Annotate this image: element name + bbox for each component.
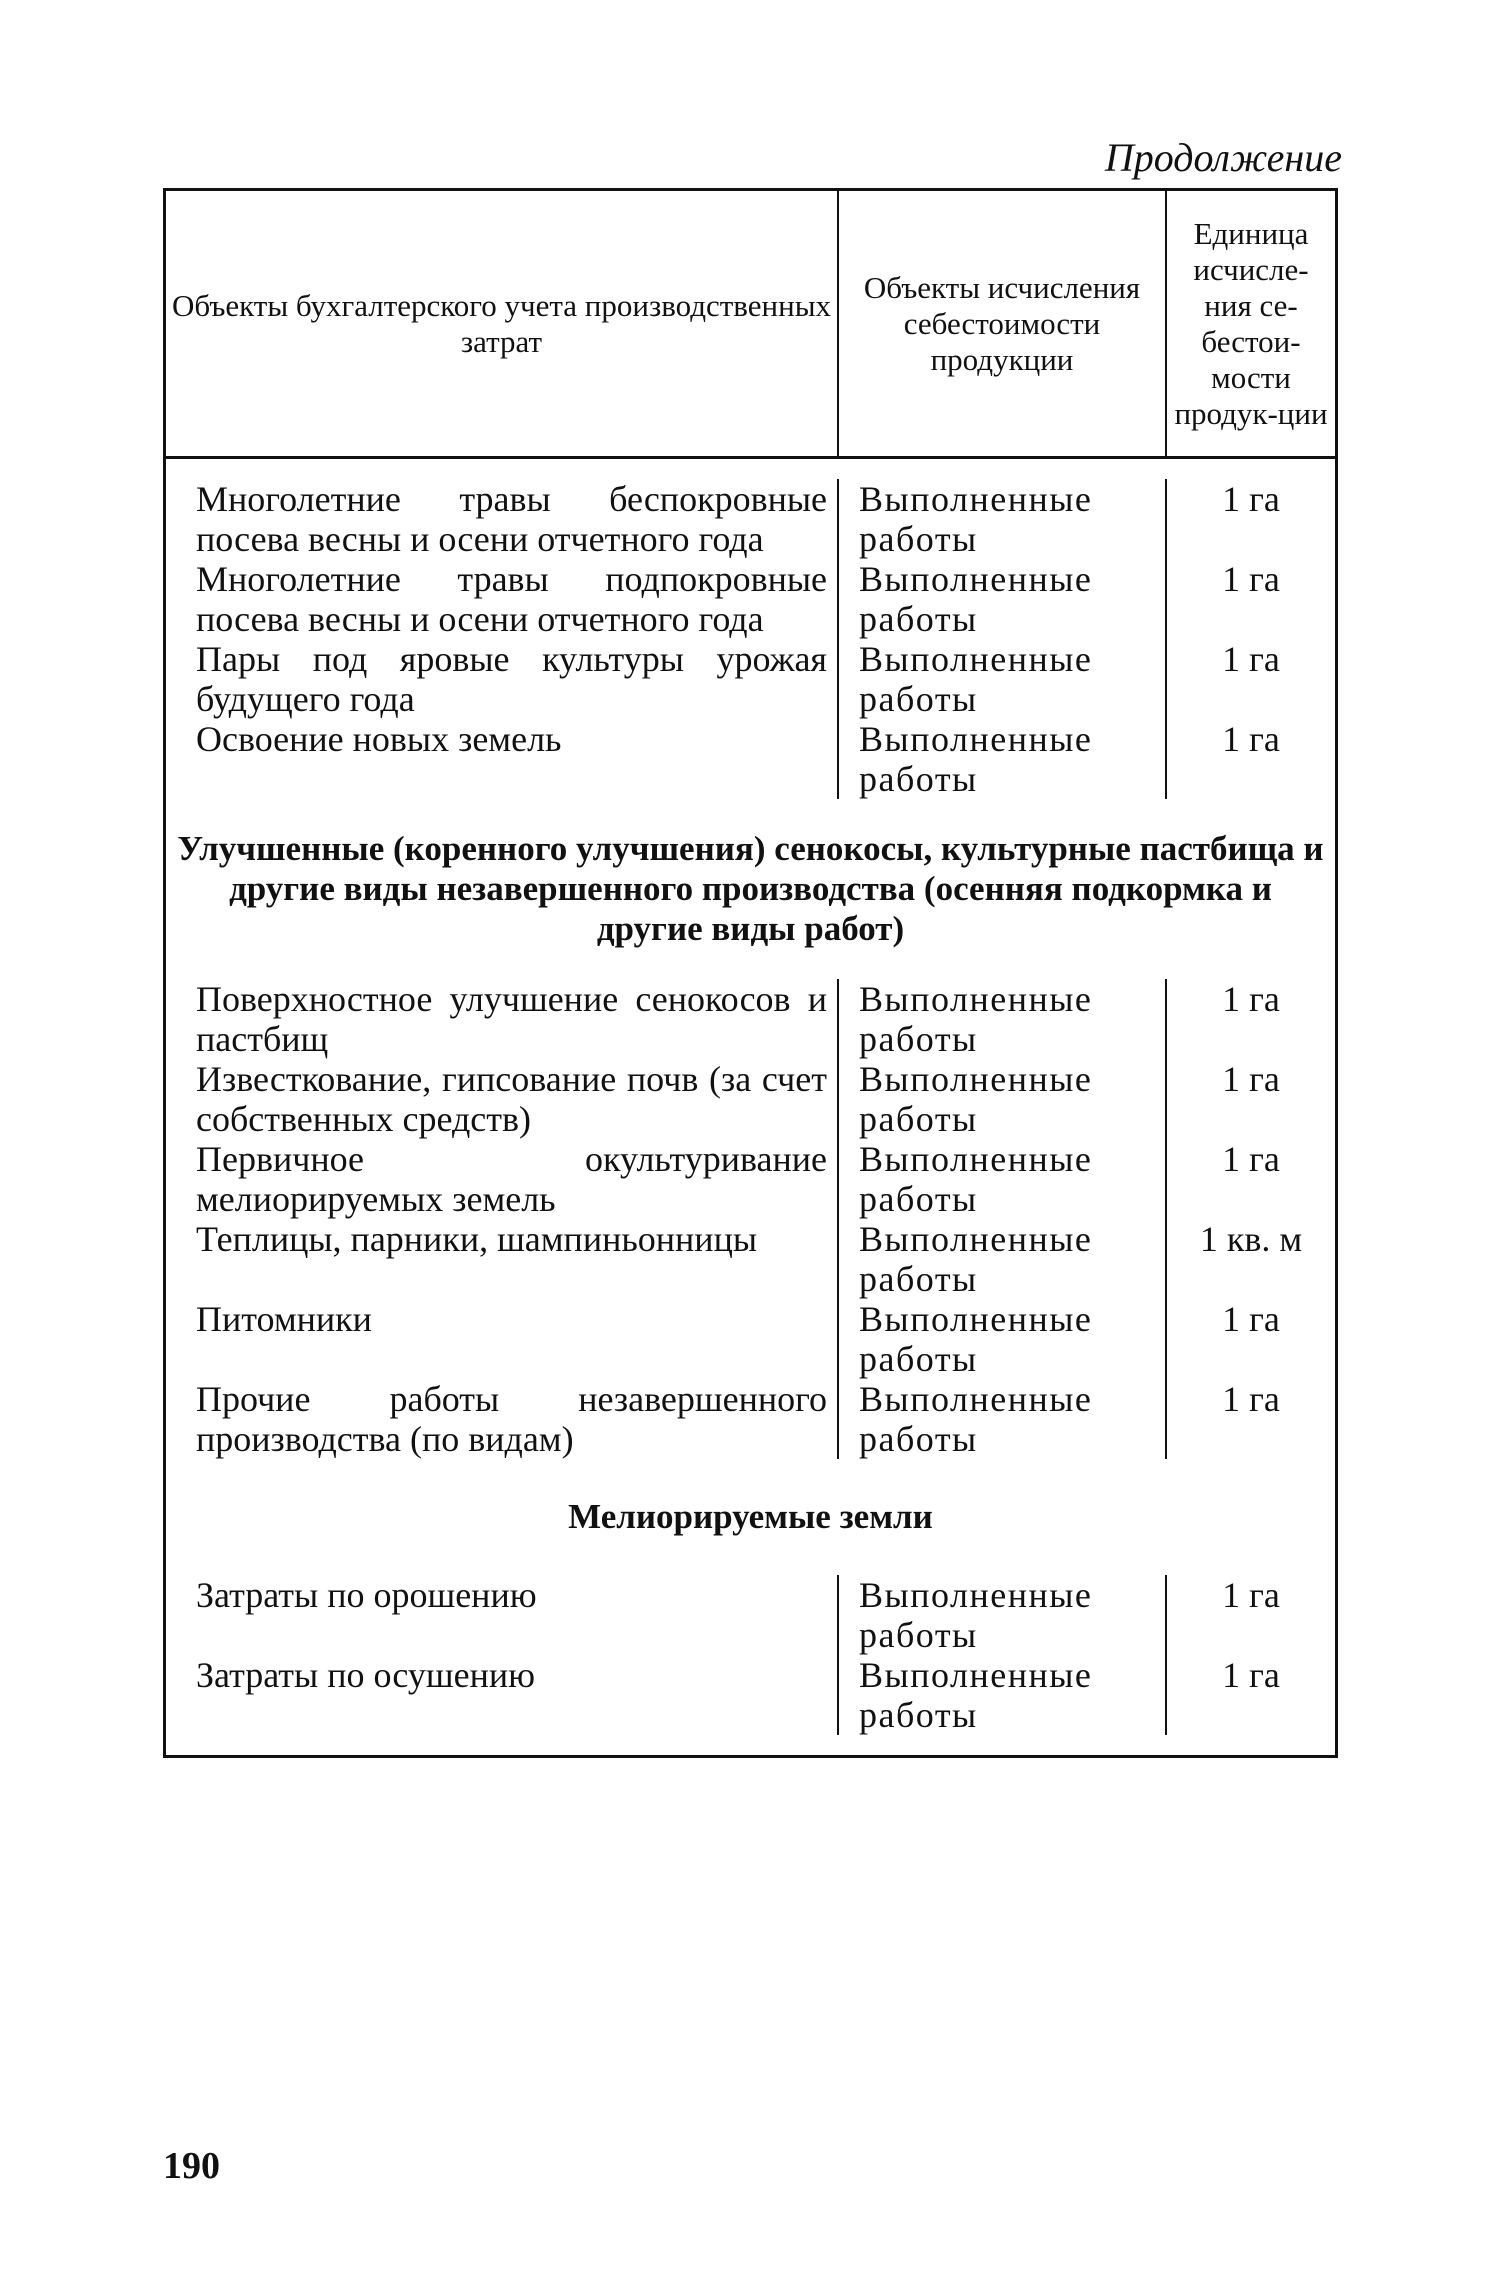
section-2-heading: Улучшенные (коренного улучшения) сенокосы, культурные пастбища и другие виды незавершенного производства (осенняя подкормка и другие виды работ) [177,829,1324,948]
header-unit: Единица исчисле-ния се-бестои-мости продук-ции [1174,215,1328,431]
table-row [166,1379,1335,1459]
unit-cell: 1 га [1165,719,1335,799]
table-row [166,639,1335,719]
calc-object-cell: Выполненные работы [837,1219,1165,1299]
cost-object-cell: Затраты по осушению [196,1655,536,1695]
unit-cell: 1 га [1165,1299,1335,1379]
calc-object-cell: Выполненные работы [837,979,1165,1059]
table-row [166,1219,1335,1299]
cost-object-cell: Первичное окультуривание мелиорируемых земель [196,1139,827,1219]
continuation-label: Продолжение [1104,135,1342,180]
header-calc-objects: Объекты исчисления себестоимости продукции [839,191,1167,456]
table-row [166,719,1335,799]
table-body [166,459,1335,1755]
cost-object-cell: Затраты по орошению [196,1575,537,1615]
calc-object-cell: Выполненные работы [837,1059,1165,1139]
table-header [166,191,1335,459]
section-3 [166,1575,1335,1735]
table-row [166,979,1335,1059]
calc-object-cell: Выполненные работы [837,479,1165,559]
header-cost-objects: Объекты бухгалтерского учета производственных затрат [166,191,839,456]
cost-object-cell: Питомники [196,1299,372,1339]
unit-cell: 1 га [1165,1139,1335,1219]
calc-object-cell: Выполненные работы [837,1299,1165,1379]
table-row [166,1059,1335,1139]
cost-object-cell: Многолетние травы беспокровные посева весны и осени отчетного года [196,479,827,559]
unit-cell: 1 га [1165,1379,1335,1459]
table-row [166,1139,1335,1219]
table-row [166,559,1335,639]
section-3-heading: Мелиорируемые земли [568,1497,933,1536]
cost-object-cell: Прочие работы незавершенного производства (по видам) [196,1379,827,1459]
table-row [166,479,1335,559]
costs-table [163,188,1338,1758]
calc-object-cell: Выполненные работы [837,639,1165,719]
unit-cell: 1 га [1165,1655,1335,1735]
page-number: 190 [163,2145,220,2187]
table-row [166,1655,1335,1735]
cost-object-cell: Известкование, гипсование почв (за счет собственных средств) [196,1059,827,1139]
unit-cell: 1 га [1165,479,1335,559]
cost-object-cell: Пары под яровые культуры урожая будущего года [196,639,827,719]
section-2 [166,979,1335,1459]
calc-object-cell: Выполненные работы [837,719,1165,799]
calc-object-cell: Выполненные работы [837,1379,1165,1459]
unit-cell: 1 га [1165,979,1335,1059]
section-1 [166,459,1335,799]
cost-object-cell: Теплицы, парники, шампиньонницы [196,1219,758,1259]
cost-object-cell: Многолетние травы подпокровные посева весны и осени отчетного года [196,559,827,639]
unit-cell: 1 кв. м [1165,1219,1335,1299]
calc-object-cell: Выполненные работы [837,1575,1165,1655]
unit-cell: 1 га [1165,559,1335,639]
table-row [166,1575,1335,1655]
cost-object-cell: Освоение новых земель [196,719,562,759]
unit-cell: 1 га [1165,1059,1335,1139]
cost-object-cell: Поверхностное улучшение сенокосов и пастбищ [196,979,827,1059]
unit-cell: 1 га [1165,1575,1335,1655]
table-row [166,1299,1335,1379]
unit-cell: 1 га [1165,639,1335,719]
calc-object-cell: Выполненные работы [837,1139,1165,1219]
calc-object-cell: Выполненные работы [837,1655,1165,1735]
calc-object-cell: Выполненные работы [837,559,1165,639]
